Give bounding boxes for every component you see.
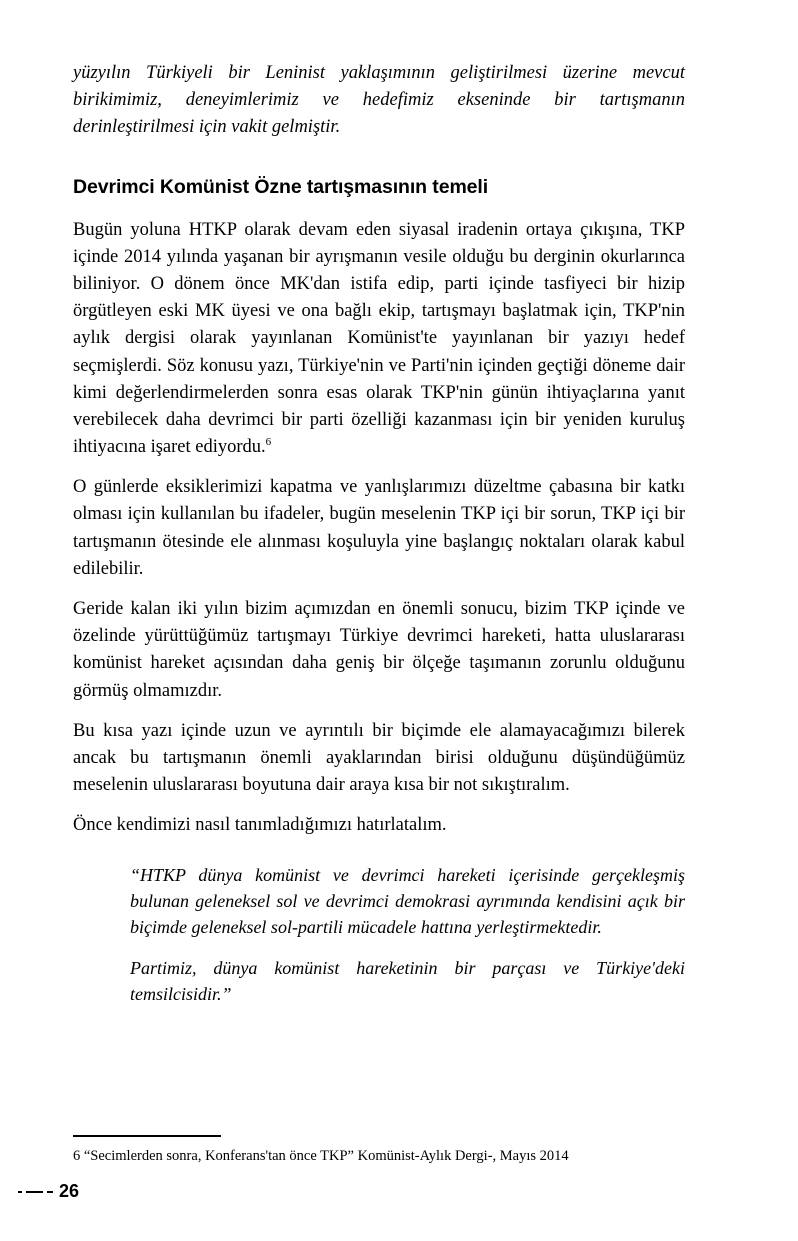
body-paragraph-1: [73, 217, 685, 462]
section-heading: Devrimci Komünist Özne tartışmasının temeli: [73, 175, 489, 198]
body-paragraph-4: Bu kısa yazı içinde uzun ve ayrıntılı bir biçimde ele alamayacağımızı bilerek ancak bu tartışmanın önemli ayaklarından birisi olduğunu düşündüğümüz meselenin uluslararası boyutuna dair araya kısa bir not sıkıştıralım.: [73, 720, 685, 796]
body-paragraph-5: Önce kendimizi nasıl tanımladığımızı hatırlatalım.: [73, 815, 447, 836]
footer-dashes-icon: [18, 1191, 53, 1193]
footnote-marker: 6: [265, 435, 272, 448]
quote-paragraph-1: “HTKP dünya komünist ve devrimci hareketi içerisinde gerçekleşmiş bulunan geleneksel sol ve devrimci demokrasi ayrımında kendisini açık bir biçimde geleneksel sol-partili mücadele hattına yerleştirmektedir.: [130, 864, 685, 938]
footnote-area: [73, 1135, 685, 1166]
footnote-text: 6 “Secimlerden sonra, Konferans'tan önce TKP” Komünist-Aylık Dergi-, Mayıs 2014: [73, 1148, 569, 1164]
quote-paragraph-2: Partimiz, dünya komünist hareketinin bir parçası ve Türkiye'deki temsilcisidir.”: [130, 957, 685, 1005]
page-number: 26: [59, 1181, 80, 1201]
body-paragraph-2: O günlerde eksiklerimizi kapatma ve yanlışlarımızı düzeltme çabasına bir katkı olması için kullanılan bu ifadeler, bugün meselenin TKP içi bir sorun, TKP içi bir tartışmanın ötesinde ele alınması koşuluyla yine başlangıç noktaları olarak kabul edilebilir.: [73, 477, 685, 579]
intro-paragraph: yüzyılın Türkiyeli bir Leninist yaklaşımının geliştirilmesi üzerine mevcut birikimimiz, deneyimlerimiz ve hedefimiz ekseninde bir tartışmanın derinleştirilmesi için vakit gelmiştir.: [73, 63, 685, 138]
paragraph-text: Bugün yoluna HTKP olarak devam eden siyasal iradenin ortaya çıkışına, TKP içinde 2014 yılında yaşanan bir ayrışmanın vesile olduğu bu derginin okurlarınca biliniyor. O dönem önce MK'dan istifa edip, parti içinde tasfiyeci bir hizip örgütleyen eski MK üyesi ve ona bağlı ekip, tartışmayı başlatmak için, TKP'nin aylık dergisi olarak yayınlanan Komünist'te yayınlanan bir yazıyı hedef seçmişlerdi. Söz konusu yazı, Türkiye'nin ve Parti'nin içinden geçtiği döneme dair kimi değerlendirmelerden sonra esas olarak TKP'nin günün ihtiyaçlarına yanıt verebilecek daha devrimci bir parti özelliği kazanması için bir yeniden kuruluş ihtiyacına işaret ediyordu.: [73, 219, 685, 458]
page-footer: [18, 1181, 318, 1202]
body-paragraph-3: Geride kalan iki yılın bizim açımızdan en önemli sonucu, bizim TKP içinde ve özelinde yürüttüğümüz tartışmayı Türkiye devrimci hareketi, hatta uluslararası komünist hareket açısından daha geniş bir ölçeğe taşımanın zorunlu olduğunu görmüş olmamızdır.: [73, 599, 685, 701]
footnote-separator: [73, 1135, 221, 1137]
blockquote: [73, 862, 685, 1008]
page-content: [73, 60, 685, 1022]
